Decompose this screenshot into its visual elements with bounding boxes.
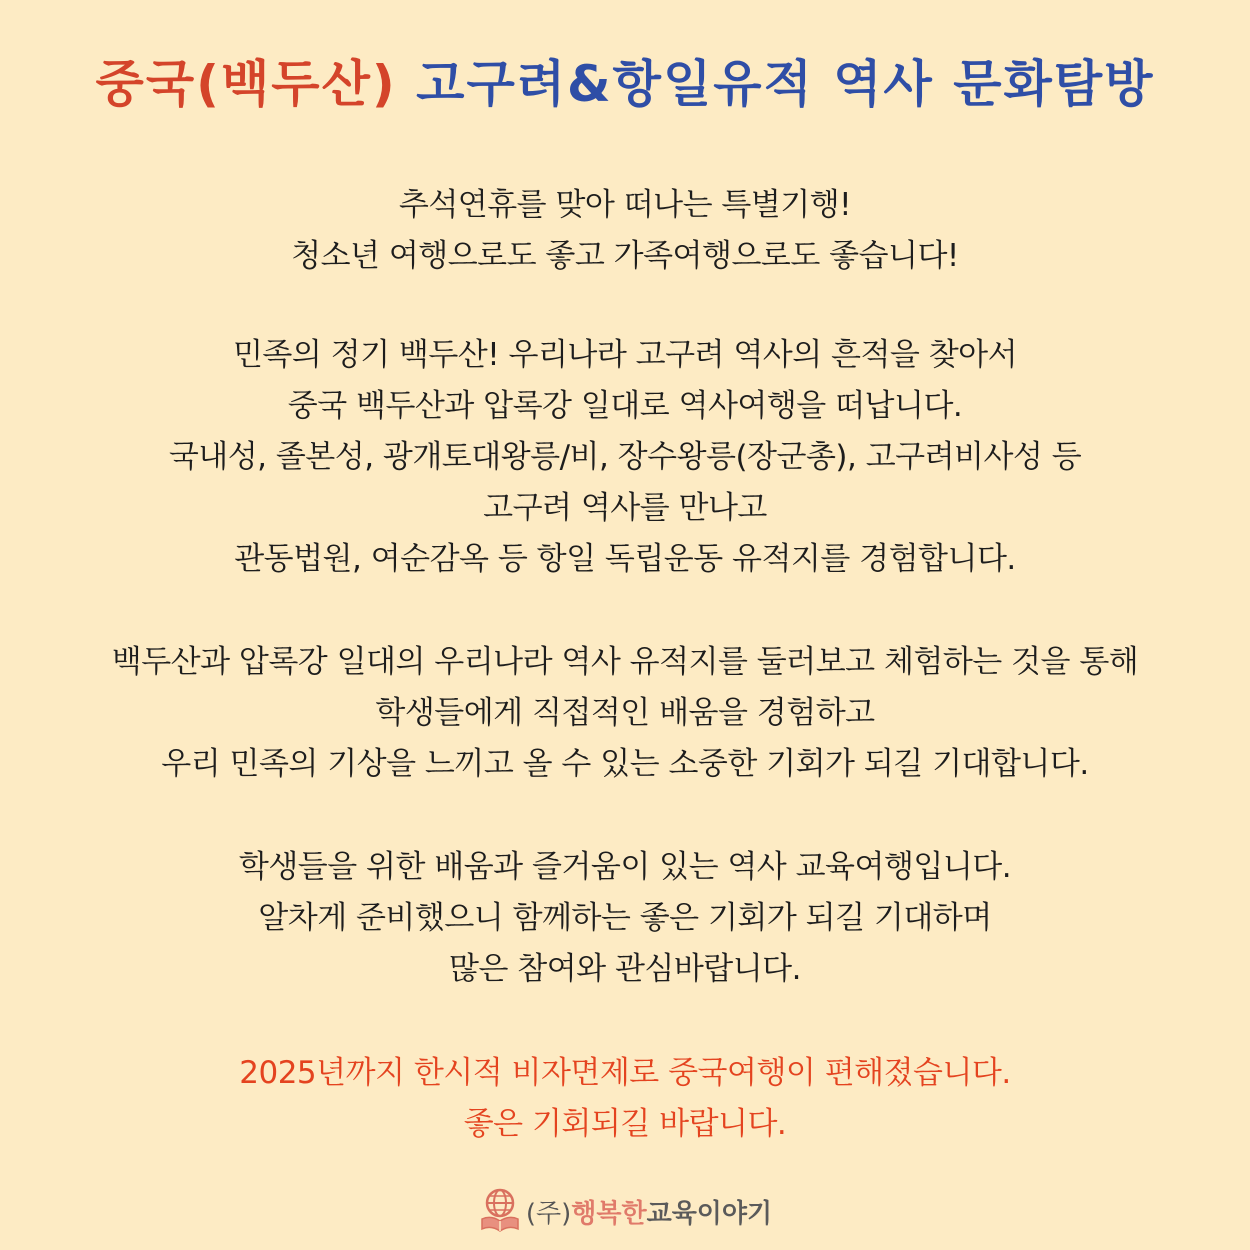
company-brand-gray: 교육이야기 (646, 1198, 773, 1229)
globe-book-icon (478, 1185, 522, 1237)
page-title (0, 44, 1250, 124)
paragraph-line: 알차게 준비했으니 함께하는 좋은 기회가 되길 기대하며 (258, 900, 992, 936)
paragraph-line: 학생들에게 직접적인 배움을 경험하고 (375, 695, 875, 731)
paragraph-line: 많은 참여와 관심바랍니다. (449, 951, 801, 987)
paragraph-line: 민족의 정기 백두산! 우리나라 고구려 역사의 흔적을 찾아서 (232, 337, 1018, 373)
paragraph-line: 청소년 여행으로도 좋고 가족여행으로도 좋습니다! (291, 238, 959, 274)
paragraph-line: 백두산과 압록강 일대의 우리나라 역사 유적지를 둘러보고 체험하는 것을 통해 (111, 644, 1139, 680)
paragraph-line: 국내성, 졸본성, 광개토대왕릉/비, 장수왕릉(장군총), 고구려비사성 등 (168, 439, 1082, 475)
paragraph-line: 추석연휴를 맞아 떠나는 특별기행! (398, 187, 852, 223)
invitation-paragraph (0, 842, 1250, 995)
paragraph-line: 학생들을 위한 배움과 즐거움이 있는 역사 교육여행입니다. (238, 849, 1012, 885)
paragraph-line: 좋은 기회되길 바랍니다. (463, 1106, 787, 1142)
purpose-paragraph (0, 637, 1250, 790)
visa-notice (0, 1048, 1250, 1150)
title-destination: 중국(백두산) (95, 55, 397, 113)
itinerary-paragraph (0, 330, 1250, 585)
company-name (526, 1193, 772, 1230)
paragraph-line: 관동법원, 여순감옥 등 항일 독립운동 유적지를 경험합니다. (234, 541, 1016, 577)
company-logo (0, 1185, 1250, 1237)
company-prefix: (주) (525, 1198, 572, 1229)
paragraph-line: 우리 민족의 기상을 느끼고 올 수 있는 소중한 기회가 되길 기대합니다. (161, 746, 1089, 782)
paragraph-line: 고구려 역사를 만나고 (483, 490, 767, 526)
intro-paragraph (0, 180, 1250, 282)
company-brand-red: 행복한 (571, 1198, 647, 1229)
paragraph-line: 중국 백두산과 압록강 일대로 역사여행을 떠납니다. (287, 388, 963, 424)
paragraph-line: 2025년까지 한시적 비자면제로 중국여행이 편해졌습니다. (239, 1055, 1011, 1091)
title-theme: 고구려&항일유적 역사 문화탐방 (416, 55, 1155, 113)
